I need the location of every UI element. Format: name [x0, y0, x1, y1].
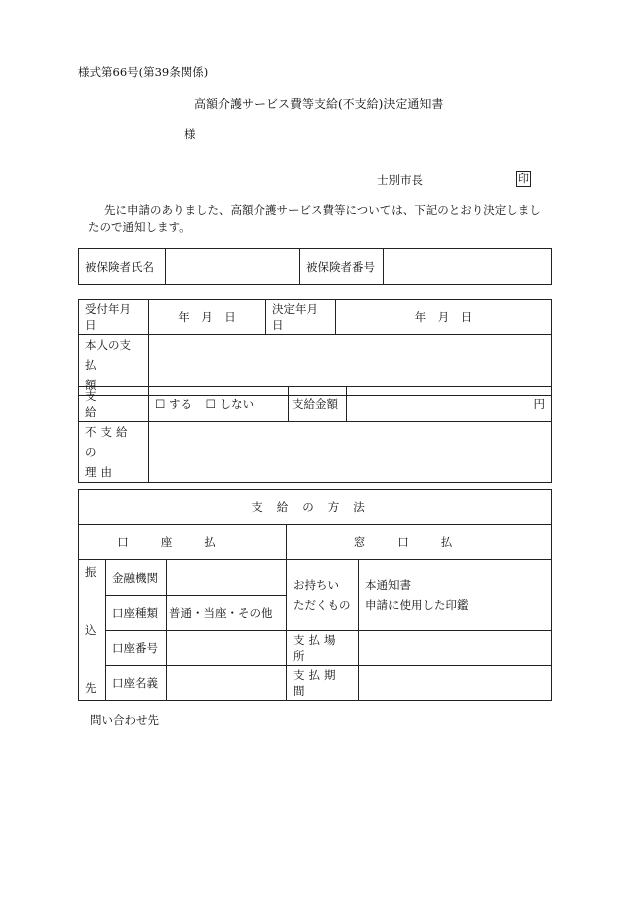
- account-type-label: 口座種類: [106, 596, 167, 631]
- bank-label: 金融機関: [106, 560, 167, 596]
- account-holder-field[interactable]: [167, 666, 287, 701]
- reason-label-line-1: 不支給の: [85, 425, 132, 459]
- method-header: 支給の方法: [79, 490, 552, 525]
- addressee-suffix: 様: [184, 127, 196, 141]
- amount-label: 支給金額: [289, 387, 347, 422]
- self-payment-label-line-2: 額: [85, 378, 97, 392]
- payment-period-label: 支払期間: [287, 666, 359, 701]
- option-yes-label: する: [168, 397, 192, 411]
- issuer-name: 士別市長: [377, 173, 423, 187]
- decision-table: [78, 299, 552, 396]
- payment-label: 支 給: [79, 387, 149, 422]
- transfer-char-2: 込: [85, 623, 97, 637]
- received-date-label: 受付年月日: [79, 300, 149, 335]
- insured-name-label: 被保険者氏名: [79, 249, 166, 285]
- insured-table: [78, 248, 552, 285]
- insured-number-label: 被保険者番号: [300, 249, 384, 285]
- decision-date-field[interactable]: 年 月 日: [336, 300, 552, 335]
- amount-unit: 円: [533, 397, 545, 411]
- self-payment-label-line-1: 本人の支払: [85, 338, 131, 372]
- option-no-label: しない: [219, 397, 255, 411]
- bring-item-2: 申請に使用した印鑑: [365, 598, 469, 612]
- reason-field[interactable]: [149, 422, 552, 483]
- document-title: 高額介護サービス費等支給(不支給)決定通知書: [194, 97, 444, 111]
- reason-label: [79, 422, 149, 483]
- transfer-destination-label: [79, 560, 106, 701]
- seal-mark: [516, 171, 531, 187]
- amount-field[interactable]: [347, 387, 552, 422]
- received-date-field[interactable]: 年 月 日: [149, 300, 266, 335]
- payment-place-field[interactable]: [359, 631, 552, 666]
- payment-table: [78, 386, 552, 483]
- bring-items-list: [359, 560, 552, 631]
- payment-period-field[interactable]: [359, 666, 552, 701]
- account-number-label: 口座番号: [106, 631, 167, 666]
- contact-label: 問い合わせ先: [90, 713, 159, 727]
- bank-field[interactable]: [167, 560, 287, 596]
- insured-name-field[interactable]: [166, 249, 300, 285]
- payment-place-label: 支払場所: [287, 631, 359, 666]
- transfer-char-3: 先: [85, 681, 97, 695]
- bring-label-line-2: ただくもの: [293, 598, 351, 612]
- body-text-line-2: たので通知します。: [88, 220, 191, 234]
- account-number-field[interactable]: [167, 631, 287, 666]
- option-yes-checkbox[interactable]: ☐: [155, 397, 166, 411]
- bring-label-line-1: お持ちい: [293, 578, 339, 592]
- account-holder-label: 口座名義: [106, 666, 167, 701]
- counter-payment-header: 窓口払: [287, 525, 552, 560]
- reason-label-line-2: 理由: [85, 465, 116, 479]
- payment-options: [149, 387, 289, 422]
- decision-date-label: 決定年月日: [266, 300, 336, 335]
- insured-number-field[interactable]: [384, 249, 552, 285]
- seal-icon: 印: [518, 172, 529, 185]
- option-no-checkbox[interactable]: ☐: [205, 397, 216, 411]
- account-type-options[interactable]: 普通・当座・その他: [167, 596, 287, 631]
- method-table: [78, 489, 552, 701]
- account-payment-header: 口座払: [79, 525, 287, 560]
- bring-items-label: [287, 560, 359, 631]
- body-text-line-1: 先に申請のありました、高額介護サービス費等については、下記のとおり決定しまし: [104, 203, 541, 217]
- bring-item-1: 本通知書: [365, 578, 411, 592]
- transfer-char-1: 振: [85, 565, 97, 579]
- form-number: 様式第66号(第39条関係): [78, 65, 209, 79]
